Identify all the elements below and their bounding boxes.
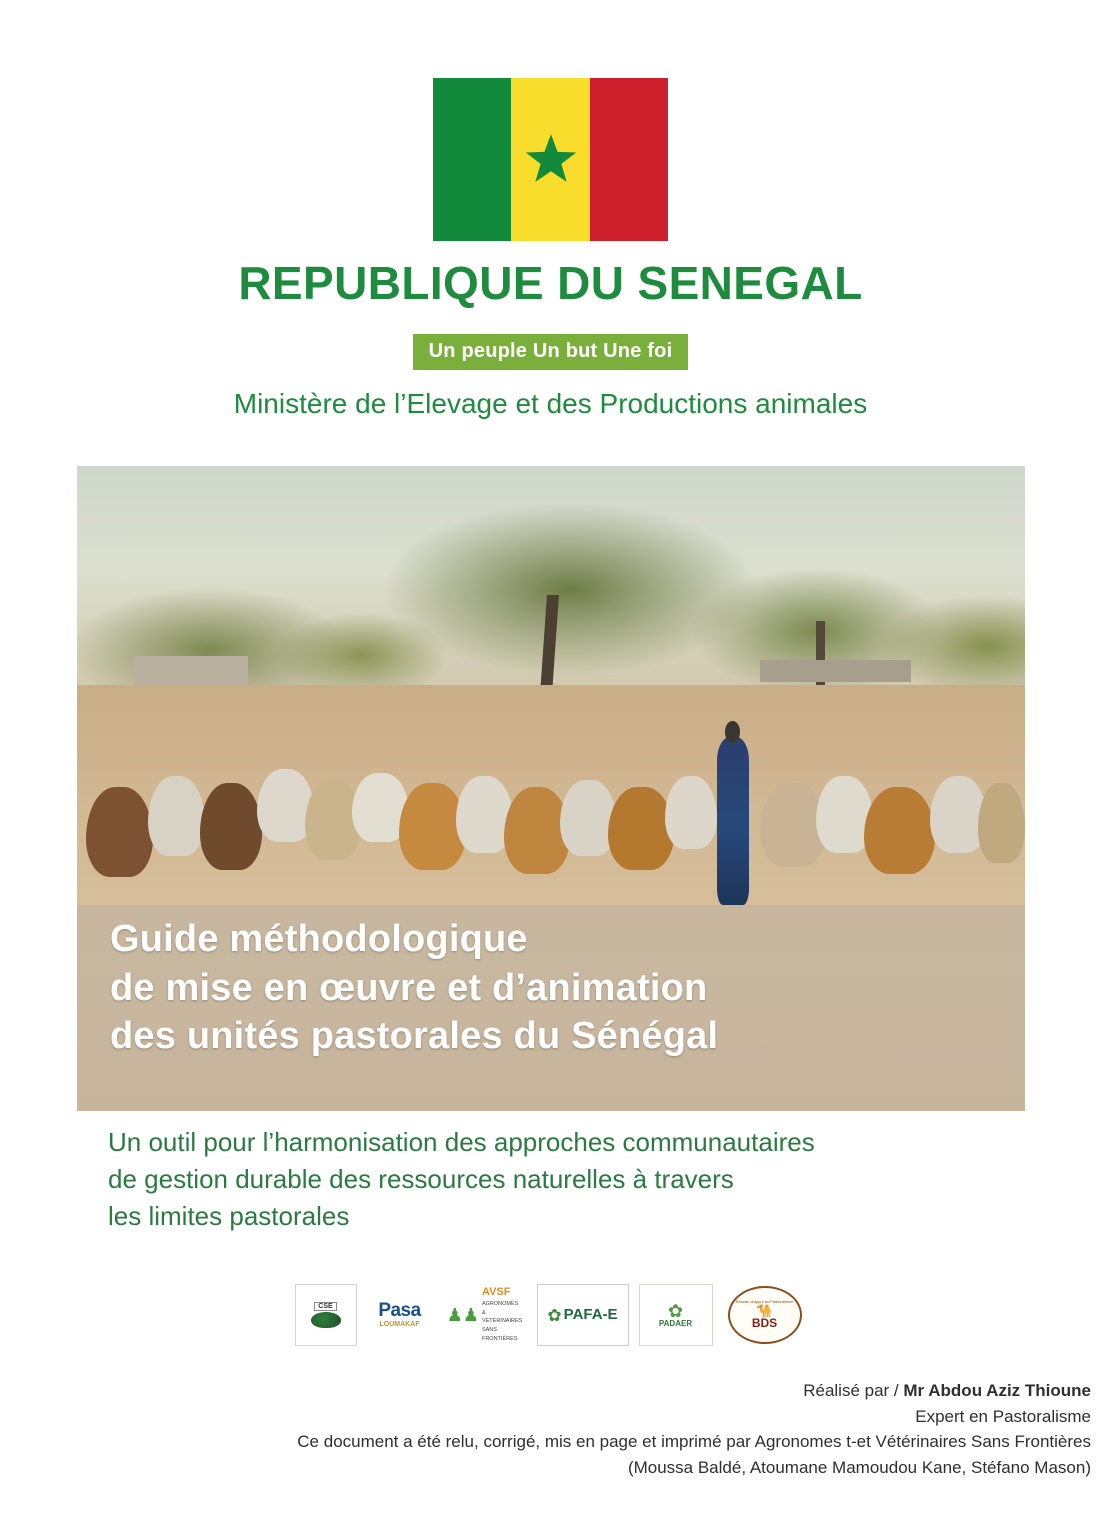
credits-author-role: Expert en Pastoralisme — [915, 1406, 1091, 1426]
logo-cse — [295, 1284, 357, 1346]
logo-padaer-label: PADAER — [658, 1318, 693, 1328]
country-title: REPUBLIQUE DU SENEGAL — [238, 257, 863, 309]
photo-shepherd — [717, 737, 749, 905]
motto-container — [0, 334, 1101, 370]
sprout-icon: ✿ — [547, 1305, 562, 1325]
logo-bds — [723, 1284, 807, 1346]
document-subtitle-line-1: Un outil pour l’harmonisation des approches communautaires — [108, 1127, 815, 1157]
logo-avsf — [443, 1284, 527, 1346]
credits-block — [11, 1378, 1091, 1480]
logo-padaer — [639, 1284, 713, 1346]
flag-band-green — [433, 78, 511, 241]
document-title-line-2: de mise en œuvre et d’animation — [110, 966, 708, 1009]
photo-wall-left — [134, 656, 248, 685]
photo-wall-right — [760, 660, 912, 683]
document-subtitle — [108, 1124, 1008, 1235]
logo-pasa-sublabel: LOUMAKAF — [379, 1321, 420, 1329]
document-subtitle-line-3: les limites pastorales — [108, 1200, 350, 1231]
photo-shepherd-head — [725, 721, 739, 743]
logo-bds-sublabel: Réseau d’appui au Pastoralisme — [735, 1299, 794, 1305]
logo-avsf-label: AVSF — [481, 1286, 511, 1299]
logo-pasa-label: Pasa — [378, 1300, 421, 1322]
logo-bds-label: BDS — [751, 1316, 778, 1331]
senegal-flag — [433, 78, 668, 241]
credits-editing-names: (Moussa Baldé, Atoumane Mamoudou Kane, Stéfano Mason) — [627, 1457, 1091, 1477]
logo-avsf-sublabel: AGRONOMES & VÉTÉRINAIRES SANS FRONTIÈRES — [481, 1300, 523, 1342]
document-title — [110, 915, 980, 1061]
flag-band-red — [590, 78, 668, 241]
logo-pafa-e — [537, 1284, 629, 1346]
camel-icon: 🐪 — [756, 1303, 773, 1319]
national-motto: Un peuple Un but Une foi — [413, 334, 689, 370]
document-subtitle-line-2: de gestion durable des ressources naturelles à travers — [108, 1163, 734, 1194]
leaf-icon: ✿ — [667, 1300, 684, 1321]
credits-author-prefix: Réalisé par / — [803, 1381, 904, 1400]
partner-logos — [0, 1284, 1101, 1346]
logo-pasa — [367, 1284, 433, 1346]
logo-pafa-e-label: PAFA-E — [563, 1306, 618, 1324]
credits-editing-note: Ce document a été relu, corrigé, mis en page et imprimé par Agronomes t-et Vétérinaires Sans Frontières — [297, 1432, 1091, 1451]
star-icon — [523, 132, 579, 188]
credits-author-name: Mr Abdou Aziz Thioune — [903, 1381, 1091, 1400]
leaf-icon — [311, 1312, 341, 1328]
document-title-line-3: des unités pastorales du Sénégal — [110, 1015, 719, 1058]
photo-cattle-herd — [77, 724, 1025, 898]
logo-cse-label: CSE — [314, 1302, 336, 1311]
people-icon: ♟♟ — [446, 1305, 479, 1325]
document-title-line-1: Guide méthodologique — [110, 918, 528, 960]
credits-author-row — [11, 1378, 1091, 1404]
ministry-name: Ministère de l’Elevage et des Productions animales — [233, 388, 868, 419]
flag-band-yellow — [511, 78, 589, 241]
